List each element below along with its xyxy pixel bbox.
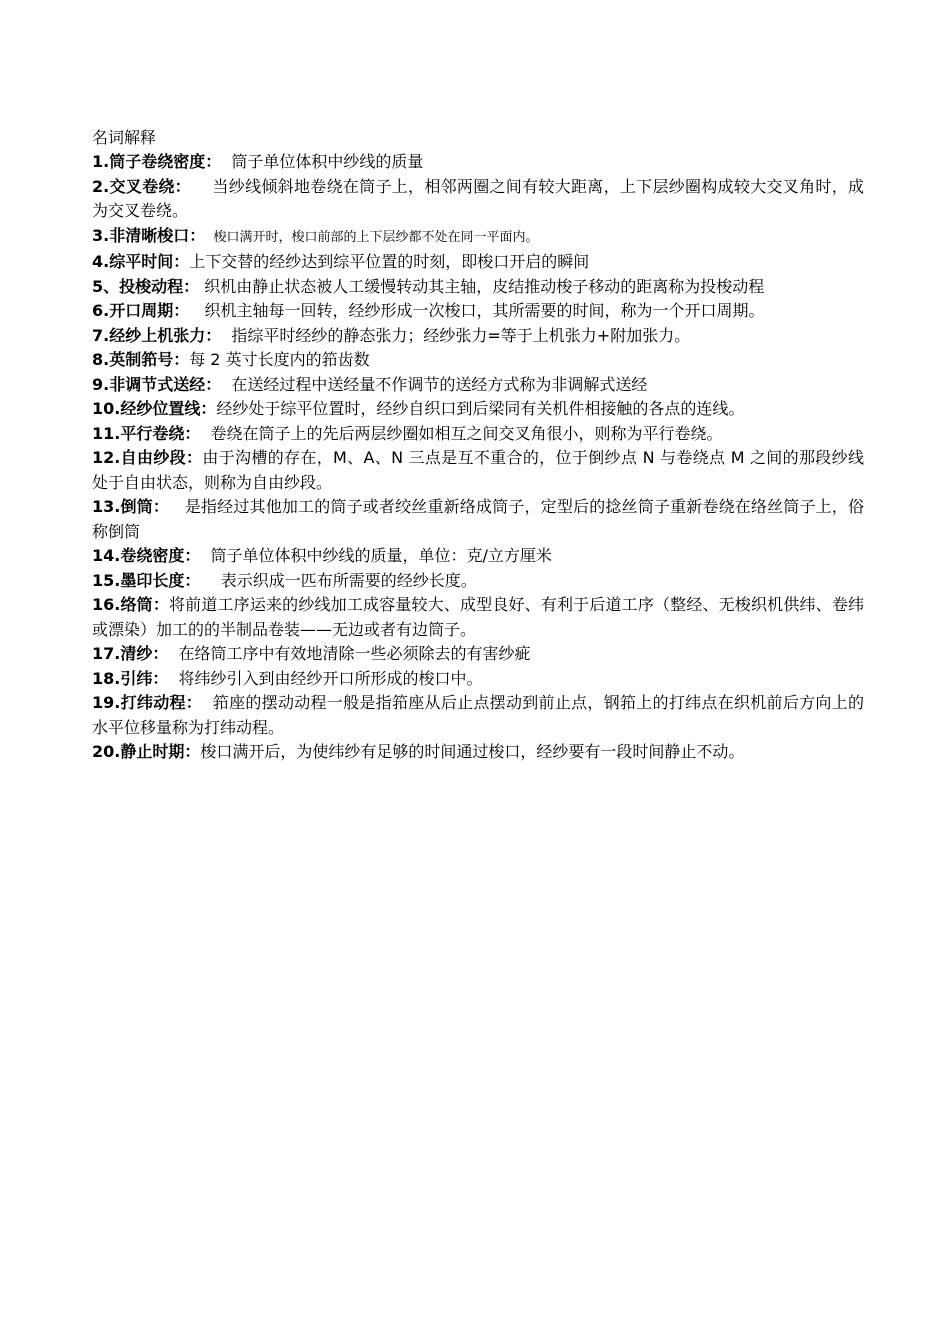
entry-definition: 织机主轴每一回转，经纱形成一次梭口，其所需要的时间，称为一个开口周期。 <box>189 301 765 320</box>
glossary-entry-16 <box>92 593 864 642</box>
entry-term: 13.倒筒： <box>92 497 170 516</box>
entry-definition: 由于沟槽的存在，M、A、N 三点是互不重合的，位于倒纱点 N 与卷绕点 M 之间的那段纱线处于自由状态，则称为自由纱段。 <box>92 448 864 492</box>
entry-term: 17.清纱： <box>92 644 169 663</box>
entry-term: 10.经纱位置线： <box>92 399 217 418</box>
entry-term: 14.卷绕密度： <box>92 546 201 565</box>
glossary-entry-4 <box>92 250 864 275</box>
entry-definition: 筒子单位体积中纱线的质量，单位：克/立方厘米 <box>200 546 552 565</box>
entry-definition: 每 2 英寸长度内的筘齿数 <box>189 350 370 369</box>
entry-term: 20.静止时期： <box>92 742 201 761</box>
entry-definition: 上下交替的经纱达到综平位置的时刻，即梭口开启的瞬间 <box>189 252 590 271</box>
entry-definition: 将前道工序运来的纱线加工成容量较大、成型良好、有利于后道工序（整经、无梭织机供纬、卷纬或漂染）加工的的半制品卷装——无边或者有边筒子。 <box>92 595 864 639</box>
entry-term: 15.墨印长度： <box>92 570 201 590</box>
glossary-entry-12 <box>92 446 864 495</box>
entry-term: 5、投梭动程： <box>92 276 200 296</box>
glossary-entry-15 <box>92 569 864 594</box>
glossary-entry-1 <box>92 150 864 175</box>
glossary-entry-8 <box>92 348 864 373</box>
entry-definition: 指综平时经纱的静态张力；经纱张力=等于上机张力+附加张力。 <box>221 325 691 345</box>
entry-term: 11.平行卷绕： <box>92 423 201 443</box>
entry-definition: 将纬纱引入到由经纱开口所形成的梭口中。 <box>168 668 483 688</box>
glossary-entry-13 <box>92 495 864 544</box>
glossary-entry-10 <box>92 397 864 422</box>
entry-definition: 经纱处于综平位置时，经纱自织口到后梁同有关机件相接触的各点的连线。 <box>216 399 745 418</box>
glossary-entry-19 <box>92 691 864 740</box>
glossary-entry-17 <box>92 642 864 667</box>
entry-definition: 是指经过其他加工的筒子或者绞丝重新络成筒子，定型后的捻丝筒子重新卷绕在络丝筒子上，俗称倒筒 <box>92 497 864 541</box>
entry-definition: 卷绕在筒子上的先后两层纱圈如相互之间交叉角很小，则称为平行卷绕。 <box>200 423 723 443</box>
glossary-entry-7 <box>92 324 864 349</box>
entry-term: 4.综平时间： <box>92 252 190 271</box>
entry-definition: 表示织成一匹布所需要的经纱长度。 <box>200 570 477 590</box>
entry-term: 19.打纬动程： <box>92 693 203 712</box>
glossary-entry-3 <box>92 224 864 251</box>
entry-term: 18.引纬： <box>92 668 169 688</box>
glossary-entry-6 <box>92 299 864 324</box>
entry-definition: 梭口满开时，梭口前部的上下层纱都不处在同一平面内。 <box>205 229 539 245</box>
glossary-entry-5 <box>92 275 864 300</box>
entry-definition: 织机由静止状态被人工缓慢转动其主轴，皮结推动梭子移动的距离称为投梭动程 <box>199 276 765 296</box>
entry-term: 3.非清晰梭口： <box>92 225 206 245</box>
entry-definition: 梭口满开后，为使纬纱有足够的时间通过梭口，经纱要有一段时间静止不动。 <box>200 742 745 761</box>
entry-definition: 当纱线倾斜地卷绕在筒子上，相邻两圈之间有较大距离，上下层纱圈构成较大交叉角时，成为交叉卷绕。 <box>92 176 864 220</box>
entry-definition: 在络筒工序中有效地清除一些必须除去的有害纱疵 <box>168 644 531 663</box>
glossary-entry-11 <box>92 422 864 447</box>
entry-definition: 筘座的摆动动程一般是指筘座从后止点摆动到前止点，钢筘上的打纬点在织机前后方向上的水平位移量称为打纬动程。 <box>92 693 864 737</box>
entry-term: 2.交叉卷绕： <box>92 176 191 196</box>
section-heading: 名词解释 <box>92 128 157 147</box>
entry-term: 16.络筒： <box>92 595 170 614</box>
entry-term: 6.开口周期： <box>92 301 190 320</box>
glossary-entry-20 <box>92 740 864 765</box>
entry-term: 7.经纱上机张力： <box>92 325 222 345</box>
entry-term: 12.自由纱段： <box>92 448 203 467</box>
entry-term: 9.非调节式送经： <box>92 374 222 394</box>
entry-term: 8.英制筘号： <box>92 350 190 369</box>
glossary-entry-9 <box>92 373 864 398</box>
glossary-entry-2 <box>92 175 864 224</box>
document-page <box>92 126 864 765</box>
entry-term: 1.筒子卷绕密度： <box>92 152 222 171</box>
glossary-entry-18 <box>92 667 864 692</box>
entry-definition: 筒子单位体积中纱线的质量 <box>221 152 424 171</box>
glossary-entry-14 <box>92 544 864 569</box>
entry-definition: 在送经过程中送经量不作调节的送经方式称为非调解式送经 <box>221 374 648 394</box>
